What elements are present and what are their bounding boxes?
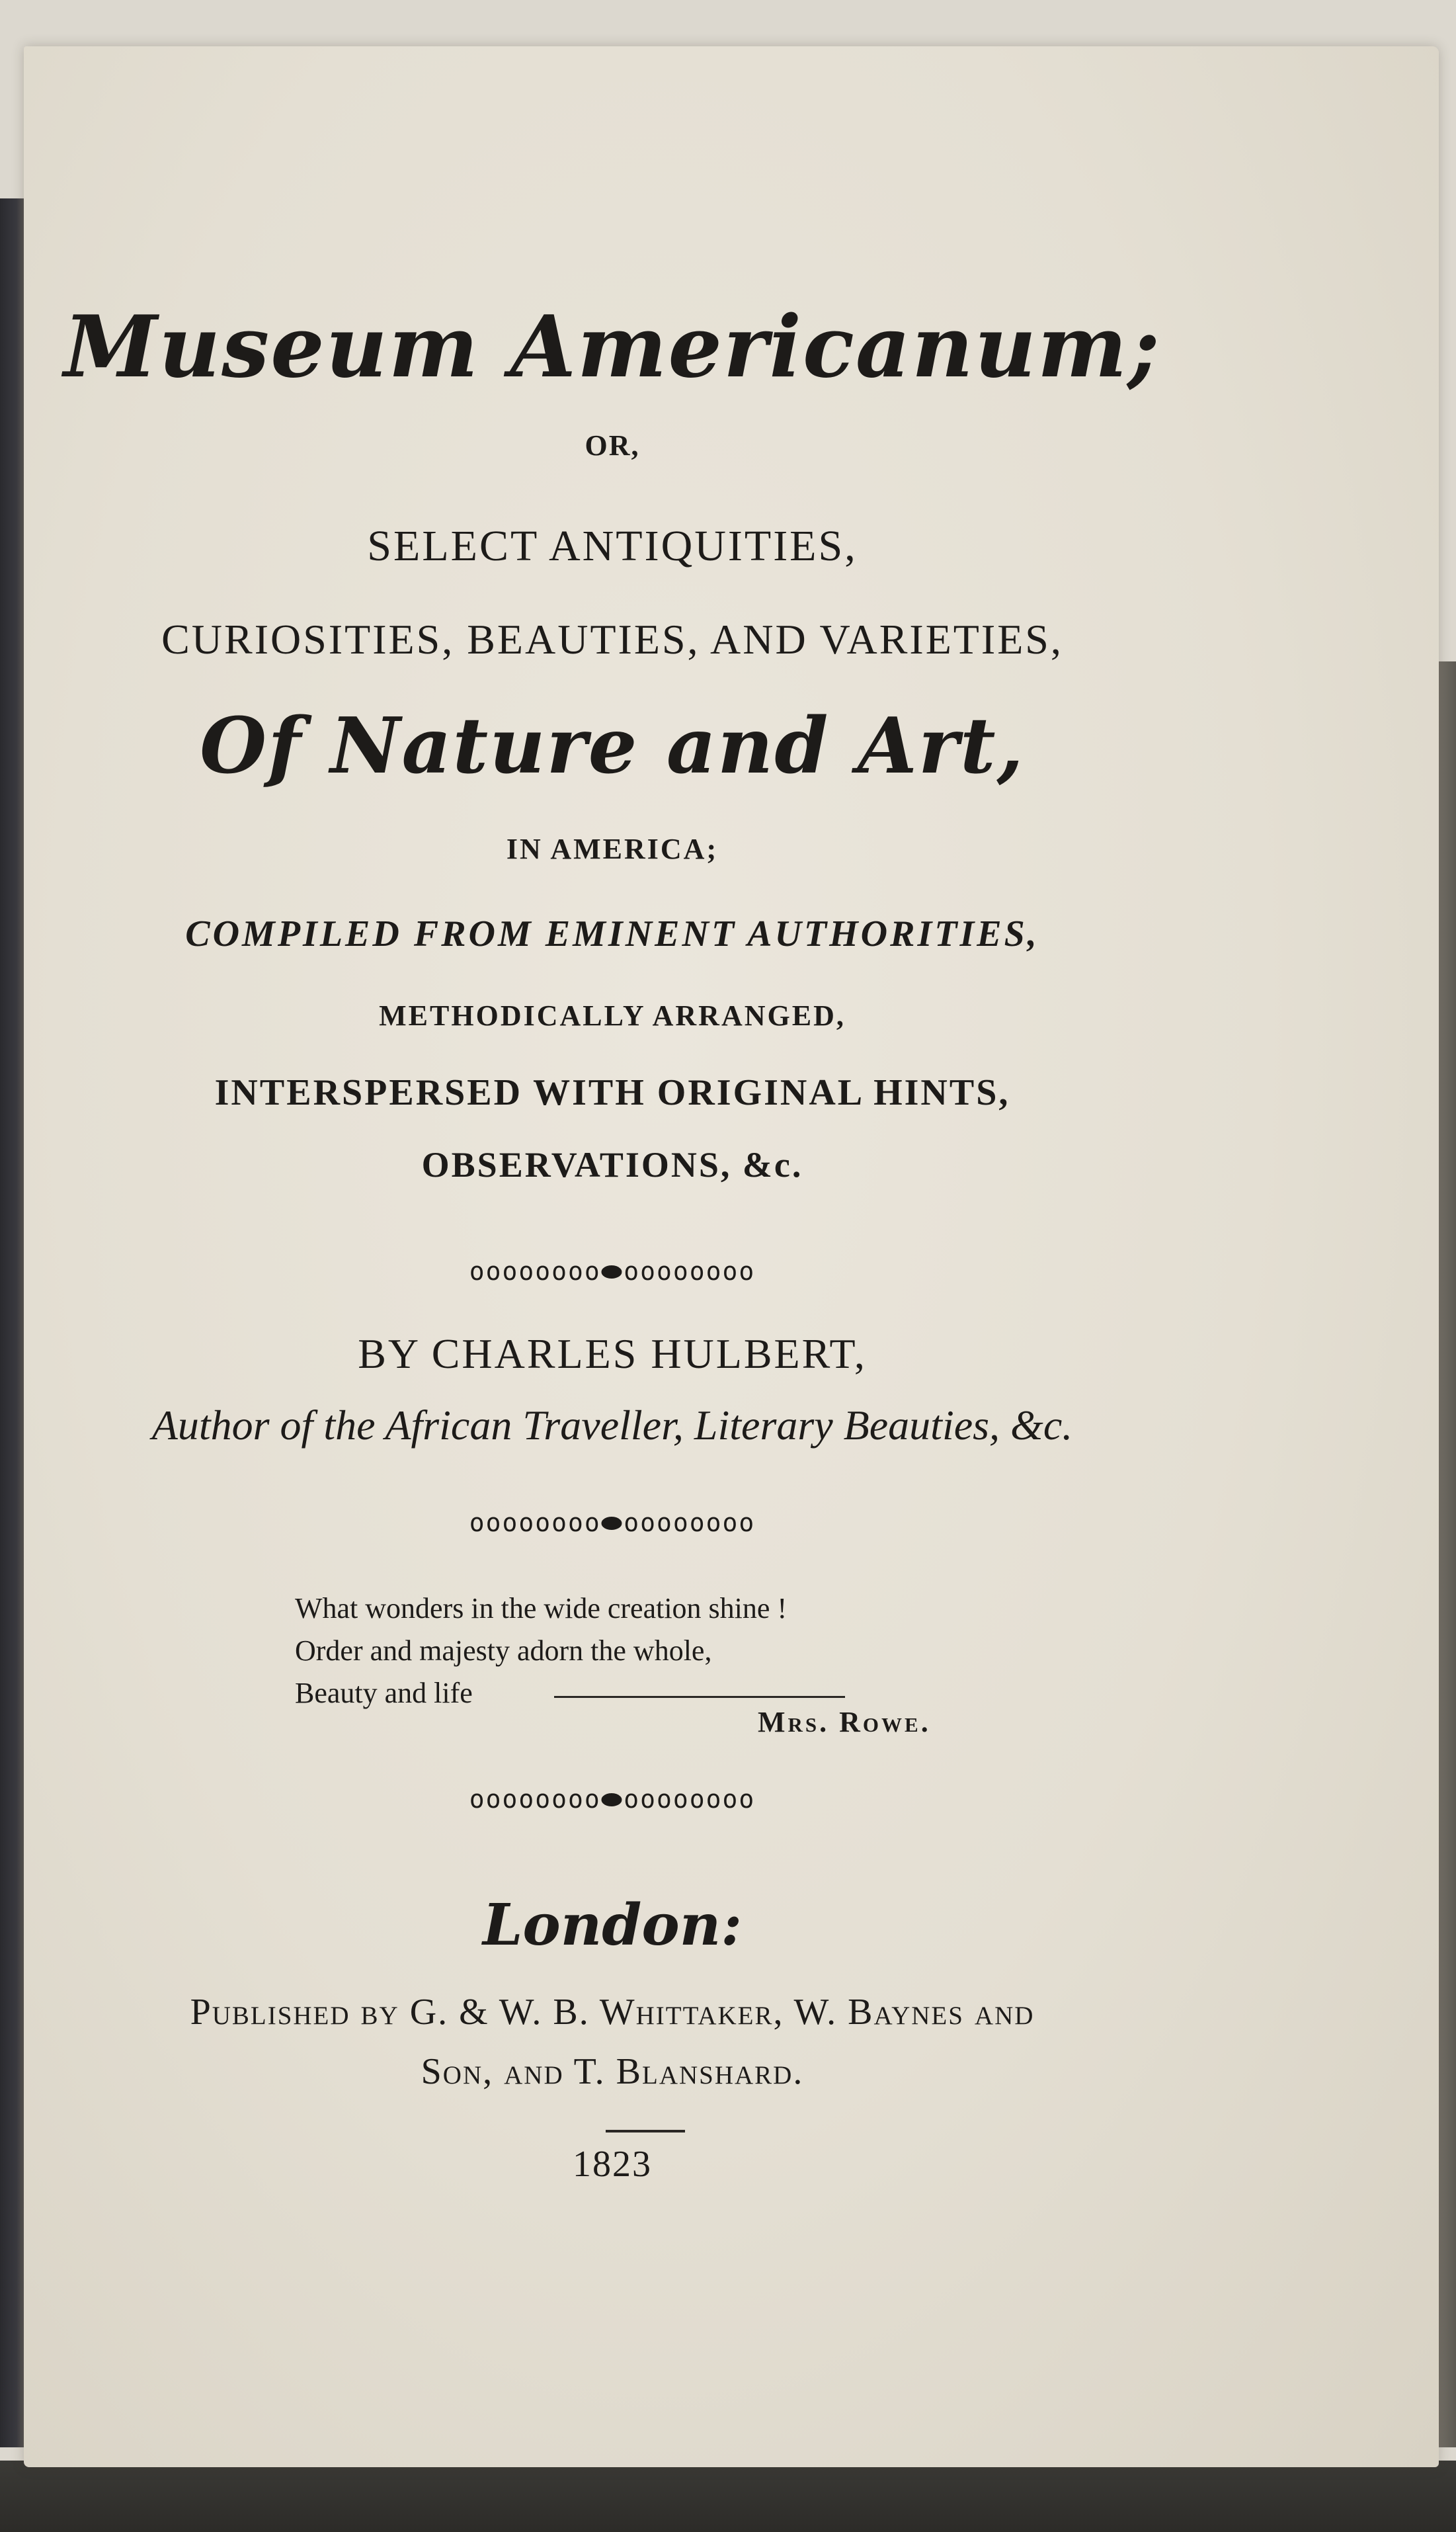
epigraph-dash-rule: [554, 1696, 845, 1698]
subtitle-nature-art: Of Nature and Art,: [200, 701, 1025, 791]
epigraph-line-1: What wonders in the wide creation shine !: [295, 1592, 788, 1625]
publication-year: 1823: [573, 2144, 652, 2185]
methodically-line: METHODICALLY ARRANGED,: [379, 999, 846, 1032]
ornament-divider-3: oooooooo⬬oooooooo: [469, 1785, 756, 1814]
publisher-line-2: Son, and T. Blanshard.: [421, 2051, 804, 2092]
author-works: Author of the African Traveller, Literary Beauties, &c.: [151, 1402, 1073, 1449]
epigraph-attribution: Mrs. Rowe.: [758, 1706, 931, 1738]
subtitle-line-1: SELECT ANTIQUITIES,: [367, 522, 858, 570]
book-cover-bottom: [0, 2461, 1456, 2532]
compiled-line: COMPILED FROM EMINENT AUTHORITIES,: [185, 913, 1039, 954]
epigraph-line-2: Order and majesty adorn the whole,: [295, 1634, 712, 1667]
subtitle-line-2: CURIOSITIES, BEAUTIES, AND VARIETIES,: [161, 616, 1063, 663]
observations-line: OBSERVATIONS, &c.: [421, 1145, 803, 1185]
epigraph-line-3: Beauty and life: [295, 1677, 473, 1709]
publisher-line-1: Published by G. & W. B. Whittaker, W. Baynes and: [190, 1992, 1035, 2033]
author-name: BY CHARLES HULBERT,: [358, 1330, 867, 1377]
interspersed-line: INTERSPERSED WITH ORIGINAL HINTS,: [214, 1072, 1010, 1113]
year-rule: [606, 2130, 685, 2132]
ornament-divider-1: oooooooo⬬oooooooo: [469, 1257, 756, 1286]
title-page-content: [24, 46, 1201, 2295]
or-connector: OR,: [585, 429, 640, 462]
in-america: IN AMERICA;: [506, 833, 719, 865]
book-title: Museum Americanum;: [63, 298, 1161, 397]
ornament-divider-2: oooooooo⬬oooooooo: [469, 1508, 756, 1537]
imprint-city: London:: [482, 1892, 743, 1959]
